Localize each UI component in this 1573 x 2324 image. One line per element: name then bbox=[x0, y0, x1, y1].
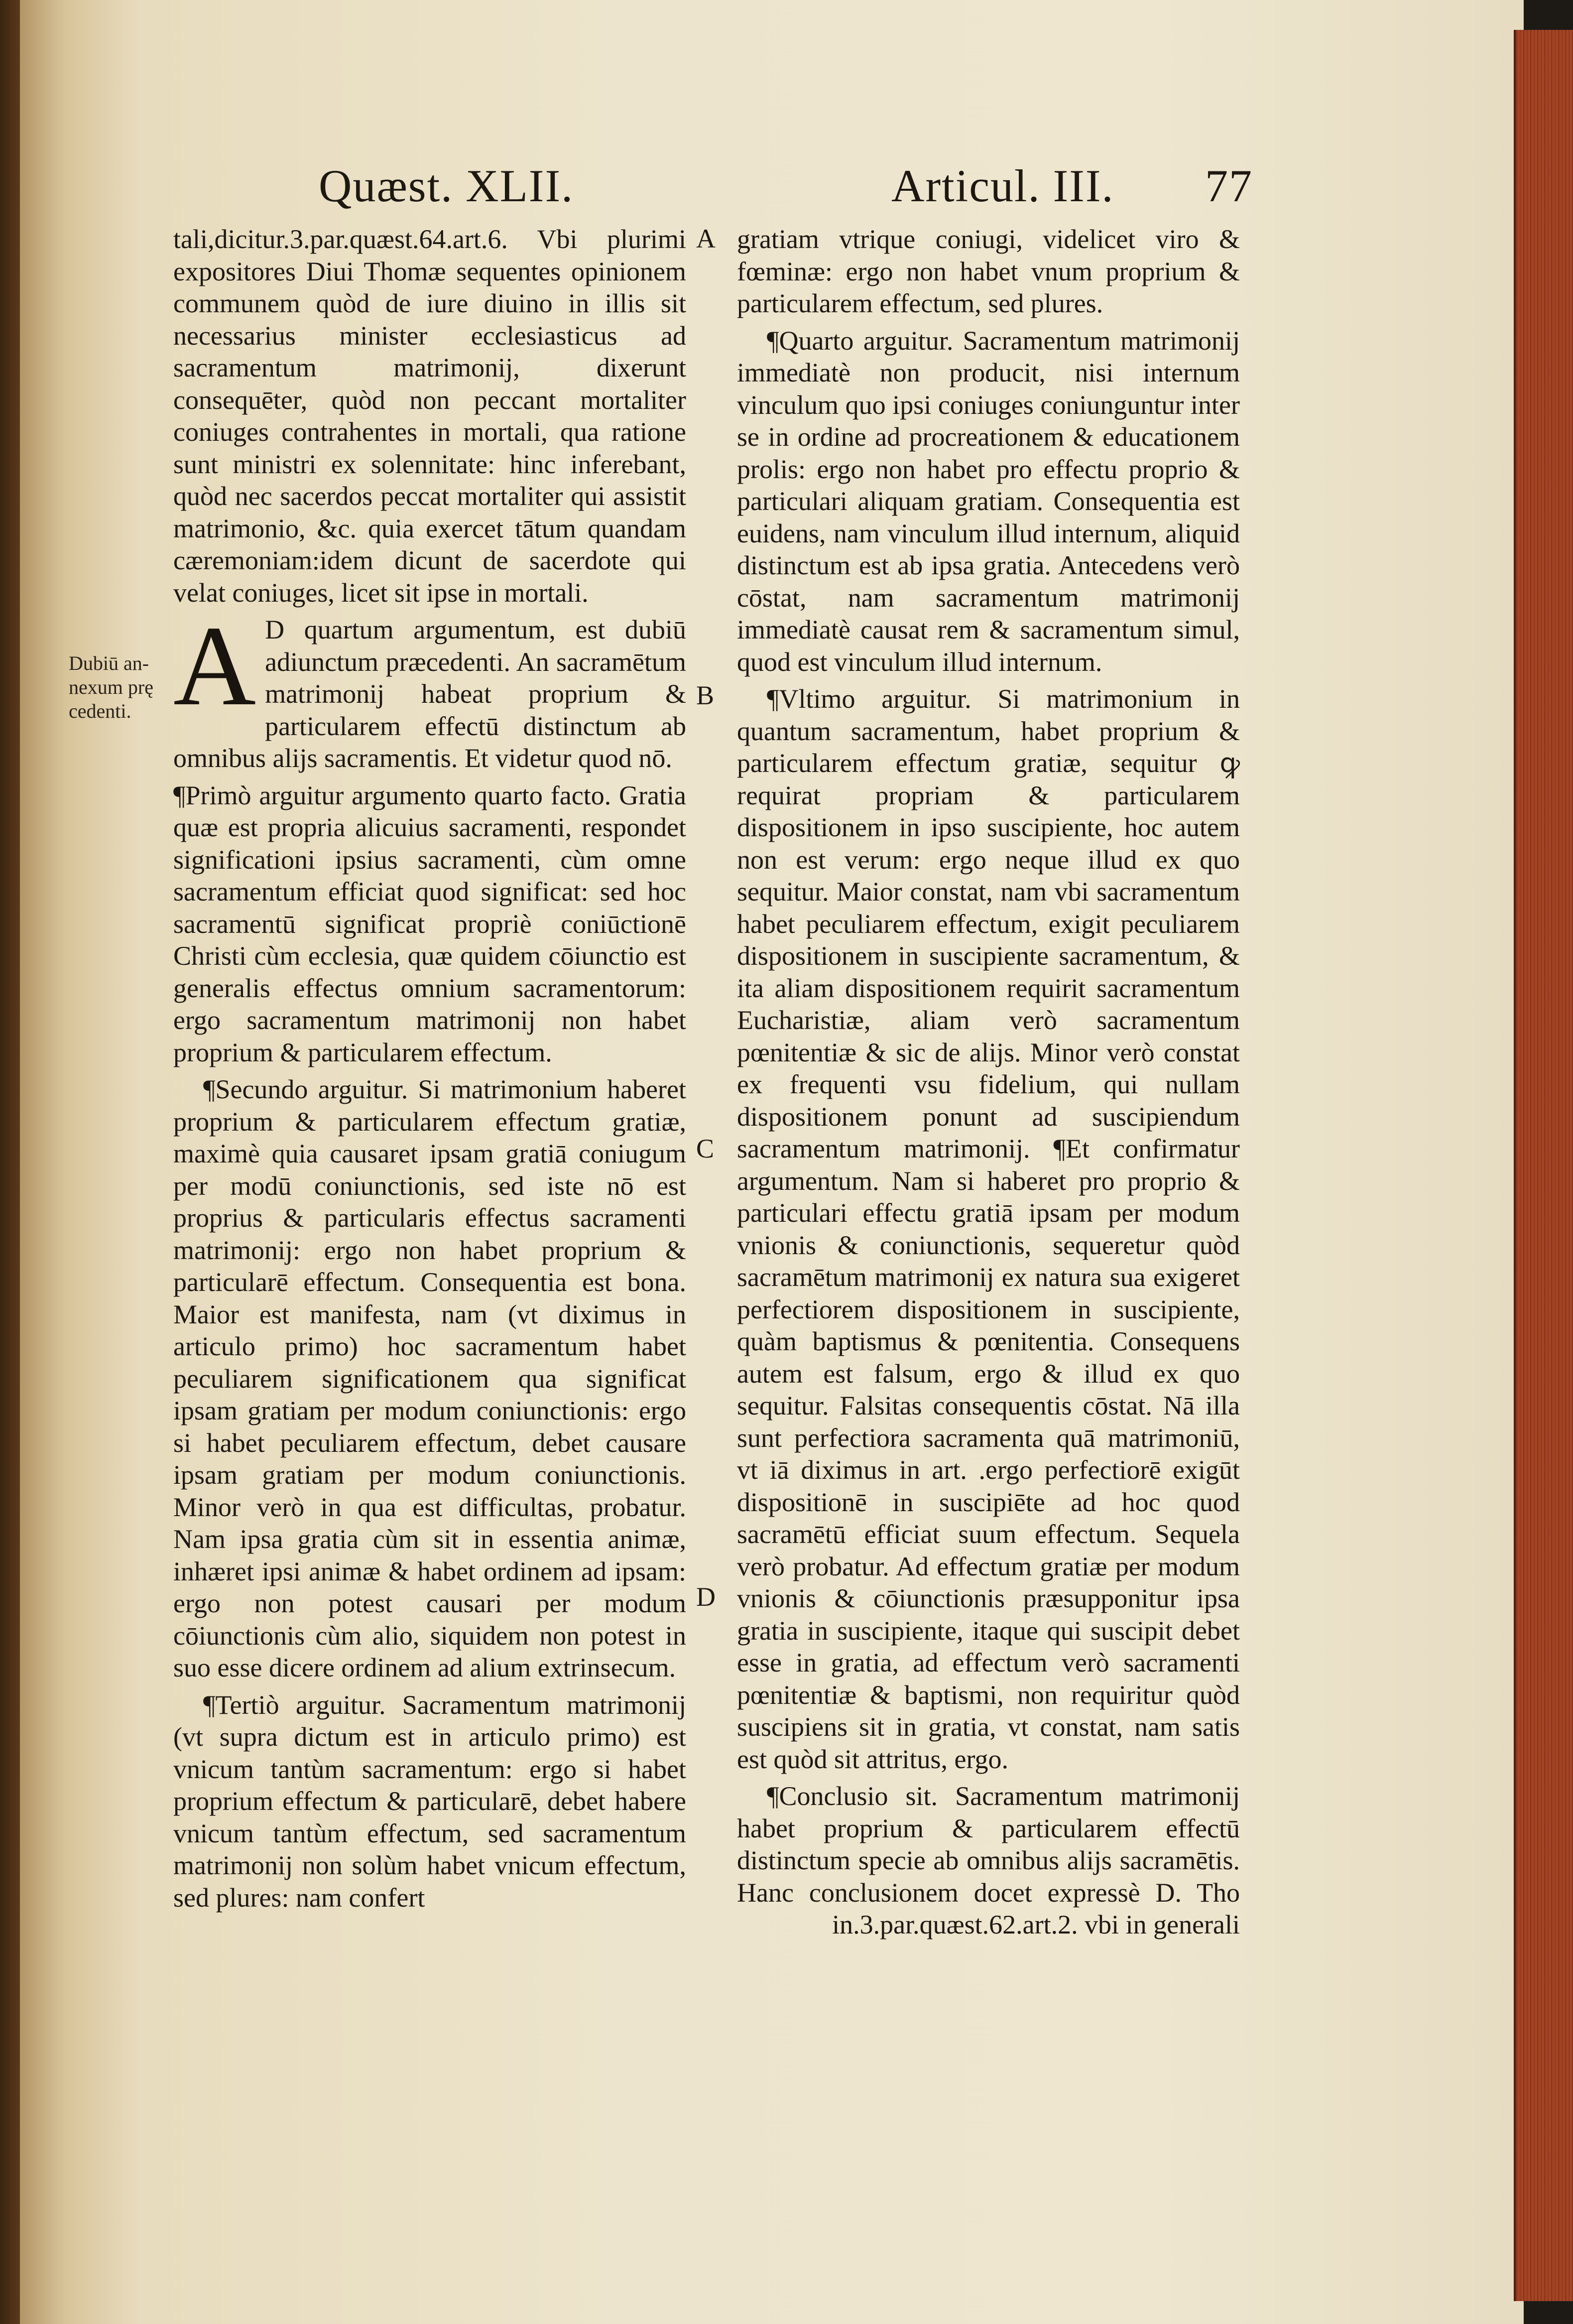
drop-cap-initial: A bbox=[173, 602, 256, 729]
margin-note-line: Dubiū an- bbox=[69, 652, 149, 674]
paragraph: ¶Quarto arguitur. Sacramentum matrimonij immediatè non producit, nisi internum vinculum quo ipsi coniuges coniunguntur inter se in ordine ad procreationem & educationem prolis: ergo non habet pro effectu proprio & particulari aliquam gratiam. Consequentia est euidens, nam vinculum illud internum, aliquid distinctum est ab ipsa gratia. Antecedens verò cōstat, nam sacramentum matrimonij immediatè causat rem & sacramentum simul, quod est vinculum illud internum. bbox=[737, 325, 1240, 677]
running-head-question: Quæst. XLII. bbox=[319, 160, 574, 211]
left-column bbox=[173, 223, 686, 1919]
book-page-edges bbox=[1514, 30, 1573, 2301]
section-marker-a: A bbox=[696, 224, 716, 254]
paragraph: ¶Conclusio sit. Sacramentum matrimonij habet proprium & particularem effectū distinctum specie ab omnibus alijs sacramētis. Hanc conclusionem docet expressè D. Tho in.3.par.quæst.62.art.2. vbi in generali bbox=[737, 1781, 1240, 1939]
paragraph: ¶Tertiò arguitur. Sacramentum matrimonij (vt supra dictum est in articulo primo) est vnicum tantùm sacramentum: ergo si habet proprium effectum & particularē, debet habere vnicum tantùm effectum, sed sacramentum matrimonij non solùm habet vnicum effectum, sed plures: nam confert bbox=[173, 1689, 686, 1913]
paragraph: ¶Vltimo arguitur. Si matrimonium in quantum sacramentum, habet proprium & particularem effectum gratiæ, sequitur ꝙ requirat propriam & particularem dispositionem in ipso suscipiente, hoc autem non est verum: ergo neque illud ex quo sequitur. Maior constat, nam vbi sacramentum habet peculiarem effectum, exigit peculiarem dispositionem in suscipiente sacramentum, & ita aliam dispositionem requirit sacramentum Eucharistiæ, aliam verò sacramentum pœnitentiæ & sic de alijs. Minor verò constat ex frequenti vsu fidelium, qui nullam dispositionem ponunt ad suscipiendum sacramentum matrimonij. ¶Et confirmatur argumentum. Nam si haberet pro proprio & particulari effectu gratiā ipsam per modum vnionis & coniunctionis, sequeretur quòd sacramētum matrimonij ex natura sua exigeret perfectiorem dispositionem in suscipiente, quàm baptismus & pœnitentia. Consequens autem est falsum, ergo & illud ex quo sequitur. Falsitas consequentis cōstat. Nā illa sunt perfectiora sacramenta quā matrimoniū, vt iā diximus in art. .ergo perfectiorē exigūt dispositionē in suscipiēte ad hoc quod sacramētū efficiat suum effectum. Sequela verò probatur. Ad effectum gratiæ per modum vnionis & cōiunctionis præsupponitur ipsa gratia in suscipiente, itaque qui suscipit debet esse in gratia, ad effectum verò sacramenti pœnitentiæ & baptismi, non requiritur quòd suscipiens sit in gratia, vt constat, nam satis est quòd sit attritus, ergo. bbox=[737, 684, 1240, 1774]
section-marker-b: B bbox=[696, 680, 715, 710]
paragraph: gratiam vtrique coniugi, videlicet viro & fœminæ: ergo non habet vnum proprium & particularem effectum, sed plures. bbox=[737, 224, 1240, 318]
paragraph-text: D quartum argumentum, est dubiū adiunctum præcedenti. An sacramētum matrimonij habeat proprium & particularem effectū distinctum ab omnibus alijs sacramentis. Et videtur quod nō. bbox=[173, 615, 686, 773]
paragraph: ¶Primò arguitur argumento quarto facto. Gratia quæ est propria alicuius sacramenti, respondet significationi ipsius sacramenti, cùm omne sacramentum efficiat quod significat: sed hoc sacramentū significat propriè coniūctionē Christi cùm ecclesia, quæ quidem cōiunctio est generalis effectus omnium sacramentorum: ergo sacramentum matrimonij non habet proprium & particularem effectum. bbox=[173, 780, 686, 1067]
section-marker-d: D bbox=[696, 1582, 716, 1612]
margin-note-line: cedenti. bbox=[69, 700, 131, 722]
margin-note bbox=[69, 651, 168, 723]
section-marker-c: C bbox=[696, 1134, 715, 1163]
paragraph: ¶Secundo arguitur. Si matrimonium haberet proprium & particularem effectum gratiæ, maximè quia causaret ipsam gratiā coniugum per modū coniunctionis, sed iste nō est proprius & particularis effectus sacramenti matrimonij: ergo non habet proprium & particularē effectum. Consequentia est bona. Maior est manifesta, nam (vt diximus in articulo primo) hoc sacramentum habet peculiarem significationem qua significat ipsam gratiam per modum coniunctionis: ergo si habet peculiarem effectum, debet causare ipsam gratiam per modum coniunctionis. Minor verò in qua est difficultas, probatur. Nam ipsa gratia cùm sit in essentia animæ, inhæret ipsi animæ & habet ordinem ad ipsam: ergo non potest causari per modum cōiunctionis cùm alio, siquidem non potest in suo esse dicere ordinem ad alium extrinsecum. bbox=[173, 1074, 686, 1682]
paragraph: tali,dicitur.3.par.quæst.64.art.6. Vbi plurimi expositores Diui Thomæ sequentes opinionem communem quòd de iure diuino in illis sit necessarius minister ecclesiasticus ad sacramentum matrimonij, dixerunt consequēter, quòd non peccant mortaliter coniuges contrahentes in mortali, qua ratione sunt ministri ex solennitate: hinc inferebant, quòd nec sacerdos peccat mortaliter qui assistit matrimonio, &c. quia exercet tātum quandam cæremoniam:idem dicunt de sacerdote qui velat coniuges, licet sit ipse in mortali. bbox=[173, 224, 686, 608]
margin-note-line: nexum prę bbox=[69, 676, 153, 698]
running-head-article: Articul. III. bbox=[891, 160, 1114, 211]
folio-number: 77 bbox=[1205, 160, 1253, 211]
paragraph-with-initial bbox=[173, 602, 686, 775]
right-column bbox=[737, 223, 1240, 1946]
